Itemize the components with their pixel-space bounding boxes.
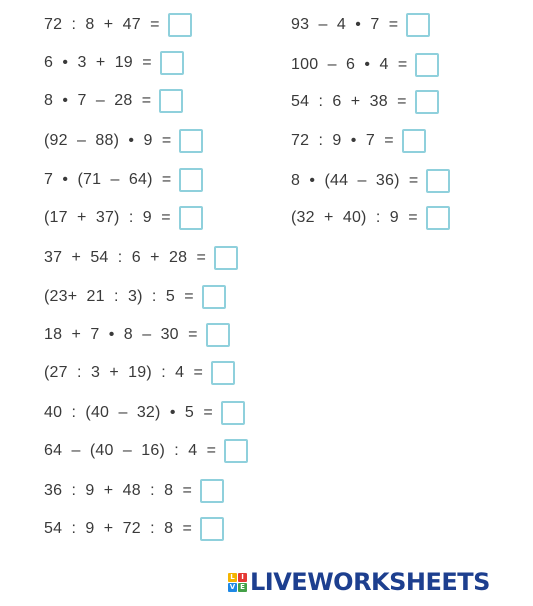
answer-input[interactable]	[200, 517, 224, 541]
expression-text: (32 + 40) : 9 =	[291, 209, 418, 226]
exercise-row	[291, 203, 450, 233]
expression-text: 93 – 4 • 7 =	[291, 16, 399, 33]
expression-text: 72 : 8 + 47 =	[44, 16, 160, 33]
expression-text: (23+ 21 : 3) : 5 =	[44, 288, 194, 305]
answer-input[interactable]	[415, 90, 439, 114]
answer-input[interactable]	[221, 401, 245, 425]
exercise-row	[44, 243, 238, 273]
logo-letter: L	[228, 573, 237, 582]
exercise-row	[44, 436, 248, 466]
answer-input[interactable]	[160, 51, 184, 75]
answer-input[interactable]	[426, 169, 450, 193]
answer-input[interactable]	[159, 89, 183, 113]
expression-text: 36 : 9 + 48 : 8 =	[44, 482, 193, 499]
answer-input[interactable]	[406, 13, 430, 37]
expression-text: 54 : 9 + 72 : 8 =	[44, 520, 193, 537]
answer-input[interactable]	[168, 13, 192, 37]
expression-text: (27 : 3 + 19) : 4 =	[44, 364, 204, 381]
exercise-row	[44, 203, 203, 233]
exercise-row	[44, 282, 226, 312]
answer-input[interactable]	[415, 53, 439, 77]
logo-letter: V	[229, 582, 236, 591]
exercise-row	[44, 10, 192, 40]
exercise-row	[44, 126, 203, 156]
exercise-row	[44, 320, 230, 350]
exercise-row	[291, 10, 430, 40]
answer-input[interactable]	[224, 439, 248, 463]
logo-letter: E	[238, 583, 247, 592]
exercise-row	[291, 166, 450, 196]
expression-text: 40 : (40 – 32) • 5 =	[44, 404, 213, 421]
expression-text: 100 – 6 • 4 =	[291, 56, 408, 73]
exercise-row	[44, 48, 184, 78]
answer-input[interactable]	[179, 129, 203, 153]
brand-name: LIVEWORKSHEETS	[250, 568, 490, 596]
expression-text: 7 • (71 – 64) =	[44, 171, 172, 188]
expression-text: 18 + 7 • 8 – 30 =	[44, 326, 198, 343]
answer-input[interactable]	[206, 323, 230, 347]
exercise-row	[291, 126, 426, 156]
expression-text: 64 – (40 – 16) : 4 =	[44, 442, 217, 459]
expression-text: 8 • (44 – 36) =	[291, 172, 419, 189]
exercise-row	[291, 50, 439, 80]
answer-input[interactable]	[211, 361, 235, 385]
expression-text: 6 • 3 + 19 =	[44, 54, 152, 71]
exercise-row	[44, 358, 235, 388]
answer-input[interactable]	[200, 479, 224, 503]
expression-text: (92 – 88) • 9 =	[44, 132, 172, 149]
logo-letter: I	[238, 573, 247, 582]
answer-input[interactable]	[202, 285, 226, 309]
answer-input[interactable]	[426, 206, 450, 230]
exercise-row	[44, 476, 224, 506]
answer-input[interactable]	[179, 206, 203, 230]
expression-text: 8 • 7 – 28 =	[44, 92, 152, 109]
exercise-row	[44, 398, 245, 428]
answer-input[interactable]	[179, 168, 203, 192]
expression-text: 37 + 54 : 6 + 28 =	[44, 249, 206, 266]
expression-text: 54 : 6 + 38 =	[291, 93, 407, 110]
exercise-row	[44, 165, 203, 195]
answer-input[interactable]	[402, 129, 426, 153]
exercise-row	[44, 514, 224, 544]
liveworksheets-logo	[228, 566, 490, 598]
exercise-row	[291, 87, 439, 117]
answer-input[interactable]	[214, 246, 238, 270]
exercise-row	[44, 86, 183, 116]
expression-text: (17 + 37) : 9 =	[44, 209, 171, 226]
expression-text: 72 : 9 • 7 =	[291, 132, 394, 149]
logo-mark-icon	[228, 573, 247, 592]
